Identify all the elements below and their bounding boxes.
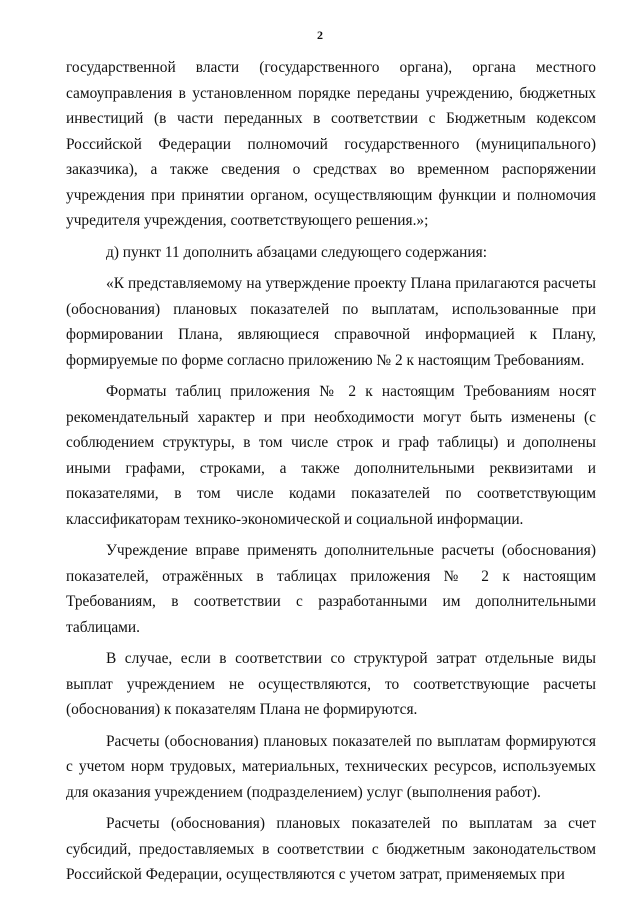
- paragraph: Форматы таблиц приложения № 2 к настоящим Требованиям носят рекомендательный характер и при необходимости могут быть изменены (с соблюдением структуры, в том числе строк и граф таблицы) и дополнены иными графами, строками, а также дополнительными реквизитами и показателями, в том числе кодами показателей по соответствующим классификаторам технико-экономической и социальной информации.: [66, 383, 596, 528]
- paragraph-amendment-item: д) пункт 11 дополнить абзацами следующего содержания:: [106, 243, 487, 261]
- paragraph: «К представляемому на утверждение проекту Плана прилагаются расчеты (обоснования) плановых показателей по выплатам, использованные при формировании Плана, являющиеся справочной информацией к Плану, формируемые по форме согласно приложению № 2 к настоящим Требованиям.: [66, 275, 596, 369]
- paragraph: В случае, если в соответствии со структурой затрат отдельные виды выплат учреждением не осуществляются, то соответствующие расчеты (обоснования) к показателям Плана не формируются.: [66, 650, 596, 718]
- page-number: 2: [317, 28, 323, 42]
- paragraph-continuation: государственной власти (государственного органа), органа местного самоуправления в установленном порядке переданы учреждению, бюджетных инвестиций (в части переданных в соответствии с Бюджетным кодексом Российской Федерации полномочий государственного (муниципального) заказчика), а также сведения о средствах во временном распоряжении учреждения при принятии органом, осуществляющим функции и полномочия учредителя учреждения, соответствующего решения.»;: [66, 59, 596, 229]
- paragraph: Учреждение вправе применять дополнительные расчеты (обоснования) показателей, отражённых в таблицах приложения № 2 к настоящим Требованиям, в соответствии с разработанными им дополнительными таблицами.: [66, 542, 596, 636]
- paragraph: Расчеты (обоснования) плановых показателей по выплатам за счет субсидий, предоставляемых в соответствии с бюджетным законодательством Российской Федерации, осуществляются с учетом затрат, применяемых при: [66, 815, 596, 883]
- document-body: [66, 55, 596, 894]
- paragraph: Расчеты (обоснования) плановых показателей по выплатам формируются с учетом норм трудовых, материальных, технических ресурсов, используемых для оказания учреждением (подразделением) услуг (выполнения работ).: [66, 732, 596, 801]
